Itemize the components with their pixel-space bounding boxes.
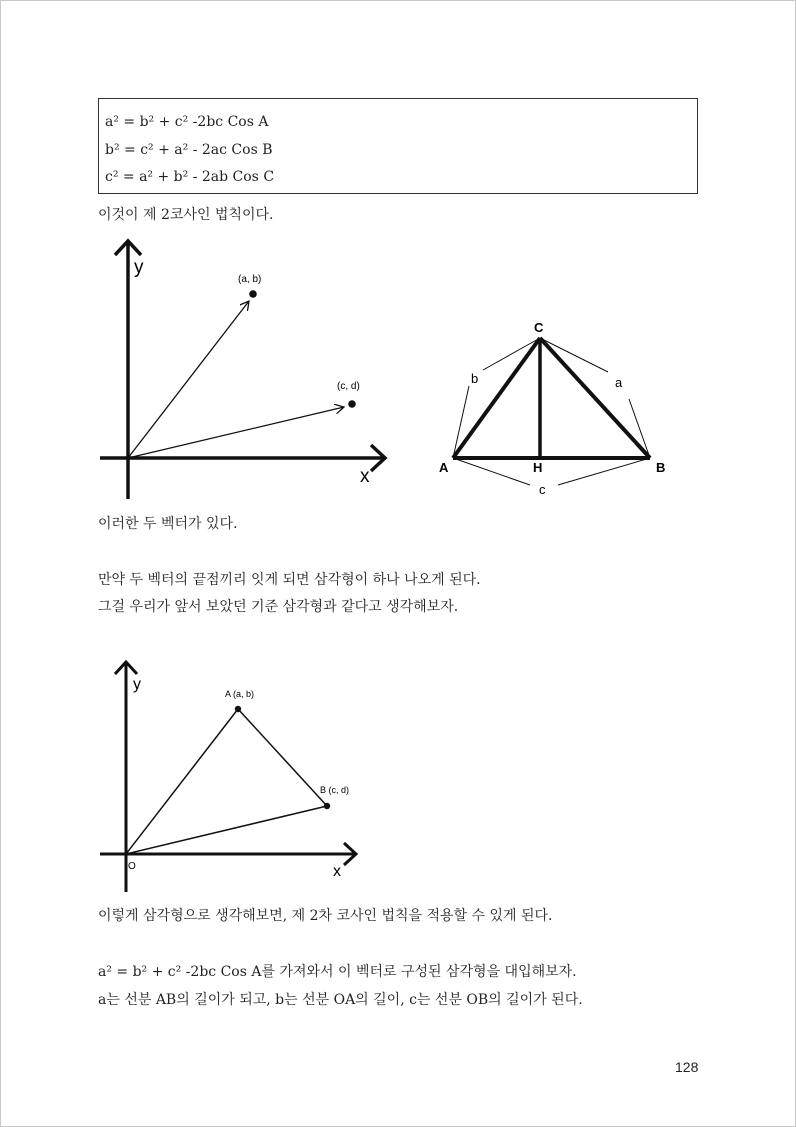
x-axis-label: x [360, 466, 370, 487]
segment-ob [126, 806, 327, 854]
two-vectors-text: 이러한 두 벡터가 있다. [98, 516, 238, 532]
compare-triangle-text: 그걸 우리가 앞서 보았던 기준 삼각형과 같다고 생각해보자. [98, 599, 459, 615]
side-b-label: b [471, 371, 479, 386]
vertex-a-label: A [439, 460, 449, 475]
formula-line-a: a² = b² + c² -2bc Cos A [105, 114, 269, 130]
page-number: 128 [675, 1059, 699, 1075]
point-b-label: B (c, d) [320, 785, 350, 795]
cosine-law-formula-box [98, 98, 698, 194]
point-a-label: A (a, b) [225, 689, 255, 699]
vector-ab [128, 301, 249, 458]
foot-h-label: H [533, 460, 543, 475]
apply-law-text: 이렇게 삼각형으로 생각해보면, 제 2차 코사인 법칙을 적용할 수 있게 된다. [98, 908, 553, 924]
y-axis-label: y [134, 257, 144, 278]
bracket-c-right [558, 458, 650, 485]
bracket-c-left [453, 458, 530, 485]
reference-triangle-figure [436, 317, 676, 497]
side-c-label: c [539, 482, 546, 497]
formula-line-b: b² = c² + a² - 2ac Cos B [105, 141, 273, 158]
point-ab-dot [249, 290, 257, 298]
segments-text: a는 선분 AB의 길이가 되고, b는 선분 OA의 길이, c는 선분 OB의 길이가 된다. [98, 992, 583, 1008]
side-a-label: a [615, 375, 623, 390]
point-cd-label: (c, d) [337, 381, 360, 392]
two-vectors-figure [96, 233, 396, 503]
point-a-dot [235, 706, 241, 712]
formula-line-c: c² = a² + b² - 2ab Cos C [105, 169, 275, 185]
segment-oa [126, 709, 238, 854]
point-ab-label: (a, b) [238, 274, 262, 285]
vector-cd [128, 407, 344, 458]
law-statement-text: 이것이 제 2코사인 법칙이다. [98, 207, 274, 223]
substitute-text: a² = b² + c² -2bc Cos A를 가져와서 이 벡터로 구성된 삼각형을 대입해보자. [98, 964, 577, 980]
point-cd-dot [348, 400, 356, 408]
bracket-a-upper [540, 338, 608, 372]
vector-triangle-figure [96, 656, 376, 896]
point-b-dot [324, 803, 330, 809]
x-axis-label: x [333, 863, 341, 880]
triangle-side-cb [540, 338, 650, 458]
segment-ab [238, 709, 327, 806]
y-axis-label: y [133, 676, 141, 693]
bracket-b-upper [483, 338, 540, 370]
vertex-c-label: C [534, 320, 544, 335]
origin-label: O [128, 861, 136, 872]
vertex-b-label: B [656, 460, 666, 475]
connect-endpoints-text: 만약 두 벡터의 끝점끼리 잇게 되면 삼각형이 하나 나오게 된다. [98, 572, 481, 588]
